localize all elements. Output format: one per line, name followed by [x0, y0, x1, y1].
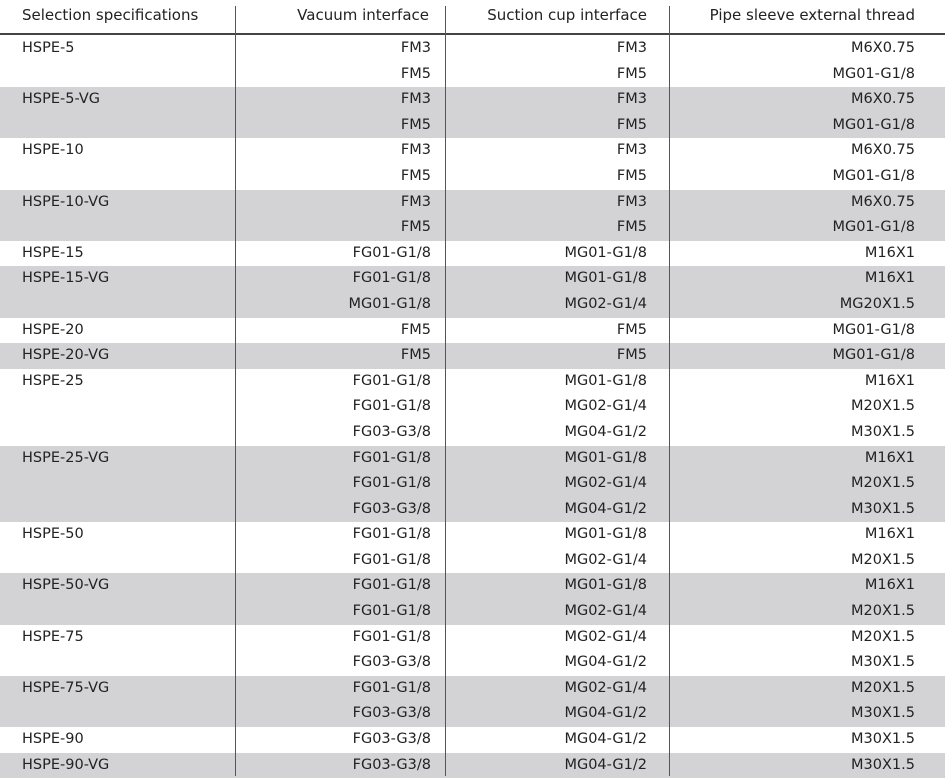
table-row [0, 522, 945, 548]
table-row [0, 87, 945, 113]
suction-cup-interface-cell: FM3 [616, 91, 647, 108]
pipe-sleeve-thread-cell: M20X1.5 [851, 603, 915, 620]
pipe-sleeve-thread-cell: M16X1 [864, 526, 915, 543]
suction-cup-interface-cell: MG02-G1/4 [564, 628, 647, 645]
model-cell: HSPE-10-VG [22, 193, 110, 210]
pipe-sleeve-thread-cell: M30X1.5 [851, 654, 915, 671]
pipe-sleeve-thread-cell: M20X1.5 [851, 551, 915, 568]
table-row [0, 190, 945, 216]
suction-cup-interface-cell: MG04-G1/2 [564, 756, 647, 773]
vacuum-interface-cell: FG03-G3/8 [352, 705, 431, 722]
suction-cup-interface-cell: FM5 [616, 167, 647, 184]
vacuum-interface-cell: FG01-G1/8 [352, 244, 431, 261]
header-vacuum-interface: Vacuum interface [297, 6, 429, 24]
vacuum-interface-cell: FG03-G3/8 [352, 654, 431, 671]
table-row [0, 471, 945, 497]
vacuum-interface-cell: FG03-G3/8 [352, 756, 431, 773]
pipe-sleeve-thread-cell: M20X1.5 [851, 679, 915, 696]
vacuum-interface-cell: FG01-G1/8 [352, 398, 431, 415]
vacuum-interface-cell: FM5 [400, 321, 431, 338]
suction-cup-interface-cell: MG01-G1/8 [564, 372, 647, 389]
model-cell: HSPE-50 [22, 526, 84, 543]
table-row [0, 318, 945, 344]
vacuum-interface-cell: FG03-G3/8 [352, 731, 431, 748]
pipe-sleeve-thread-cell: M16X1 [864, 372, 915, 389]
pipe-sleeve-thread-cell: MG01-G1/8 [832, 321, 915, 338]
vacuum-interface-cell: FM5 [400, 219, 431, 236]
suction-cup-interface-cell: FM3 [616, 193, 647, 210]
table-row [0, 138, 945, 164]
suction-cup-interface-cell: FM5 [616, 347, 647, 364]
suction-cup-interface-cell: FM5 [616, 116, 647, 133]
vacuum-interface-cell: FM5 [400, 167, 431, 184]
vacuum-interface-cell: FM3 [400, 91, 431, 108]
vacuum-interface-cell: FG03-G3/8 [352, 500, 431, 517]
table-row [0, 215, 945, 241]
pipe-sleeve-thread-cell: MG01-G1/8 [832, 347, 915, 364]
column-divider [235, 6, 236, 776]
vacuum-interface-cell: FG01-G1/8 [352, 475, 431, 492]
table-row [0, 394, 945, 420]
model-cell: HSPE-75-VG [22, 679, 110, 696]
model-cell: HSPE-25-VG [22, 449, 110, 466]
table-row [0, 62, 945, 88]
table-row [0, 241, 945, 267]
suction-cup-interface-cell: MG04-G1/2 [564, 705, 647, 722]
suction-cup-interface-cell: MG02-G1/4 [564, 295, 647, 312]
vacuum-interface-cell: MG01-G1/8 [348, 295, 431, 312]
suction-cup-interface-cell: FM5 [616, 219, 647, 236]
pipe-sleeve-thread-cell: M16X1 [864, 270, 915, 287]
header-pipe-sleeve-external-thread: Pipe sleeve external thread [709, 6, 915, 24]
suction-cup-interface-cell: FM3 [616, 142, 647, 159]
pipe-sleeve-thread-cell: M6X0.75 [851, 142, 915, 159]
table-row [0, 343, 945, 369]
table-row [0, 497, 945, 523]
table-row [0, 753, 945, 778]
table-row [0, 266, 945, 292]
model-cell: HSPE-50-VG [22, 577, 110, 594]
table-row [0, 369, 945, 395]
pipe-sleeve-thread-cell: M6X0.75 [851, 91, 915, 108]
pipe-sleeve-thread-cell: MG01-G1/8 [832, 219, 915, 236]
model-cell: HSPE-5 [22, 40, 75, 56]
vacuum-interface-cell: FG01-G1/8 [352, 526, 431, 543]
model-cell: HSPE-25 [22, 372, 84, 389]
table-row [0, 676, 945, 702]
table-row [0, 113, 945, 139]
pipe-sleeve-thread-cell: MG01-G1/8 [832, 116, 915, 133]
suction-cup-interface-cell: MG02-G1/4 [564, 603, 647, 620]
table-row [0, 727, 945, 753]
pipe-sleeve-thread-cell: M30X1.5 [851, 500, 915, 517]
model-cell: HSPE-10 [22, 142, 84, 159]
table-header [0, 0, 945, 32]
vacuum-interface-cell: FM3 [400, 40, 431, 56]
suction-cup-interface-cell: MG01-G1/8 [564, 244, 647, 261]
table-row [0, 292, 945, 318]
vacuum-interface-cell: FG03-G3/8 [352, 423, 431, 440]
header-selection-specifications: Selection specifications [22, 6, 199, 24]
pipe-sleeve-thread-cell: MG01-G1/8 [832, 167, 915, 184]
pipe-sleeve-thread-cell: M6X0.75 [851, 193, 915, 210]
table-row [0, 573, 945, 599]
table-row [0, 36, 945, 62]
vacuum-interface-cell: FG01-G1/8 [352, 270, 431, 287]
suction-cup-interface-cell: MG02-G1/4 [564, 398, 647, 415]
pipe-sleeve-thread-cell: M16X1 [864, 577, 915, 594]
table-row [0, 599, 945, 625]
model-cell: HSPE-20-VG [22, 347, 110, 364]
model-cell: HSPE-90 [22, 731, 84, 748]
suction-cup-interface-cell: MG01-G1/8 [564, 270, 647, 287]
suction-cup-interface-cell: FM5 [616, 65, 647, 82]
table-row [0, 420, 945, 446]
table-row [0, 650, 945, 676]
pipe-sleeve-thread-cell: M20X1.5 [851, 628, 915, 645]
model-cell: HSPE-90-VG [22, 756, 110, 773]
model-cell: HSPE-15 [22, 244, 84, 261]
suction-cup-interface-cell: MG01-G1/8 [564, 449, 647, 466]
pipe-sleeve-thread-cell: M20X1.5 [851, 398, 915, 415]
vacuum-interface-cell: FG01-G1/8 [352, 551, 431, 568]
pipe-sleeve-thread-cell: M6X0.75 [851, 40, 915, 56]
model-cell: HSPE-15-VG [22, 270, 110, 287]
pipe-sleeve-thread-cell: M16X1 [864, 449, 915, 466]
suction-cup-interface-cell: MG01-G1/8 [564, 577, 647, 594]
column-divider [669, 6, 670, 776]
vacuum-interface-cell: FM5 [400, 347, 431, 364]
vacuum-interface-cell: FM3 [400, 193, 431, 210]
table-row [0, 446, 945, 472]
pipe-sleeve-thread-cell: M30X1.5 [851, 731, 915, 748]
pipe-sleeve-thread-cell: M30X1.5 [851, 705, 915, 722]
table-body [0, 36, 945, 778]
pipe-sleeve-thread-cell: M20X1.5 [851, 475, 915, 492]
table-row [0, 548, 945, 574]
pipe-sleeve-thread-cell: M16X1 [864, 244, 915, 261]
pipe-sleeve-thread-cell: M30X1.5 [851, 423, 915, 440]
table-row [0, 164, 945, 190]
pipe-sleeve-thread-cell: MG01-G1/8 [832, 65, 915, 82]
suction-cup-interface-cell: MG02-G1/4 [564, 551, 647, 568]
suction-cup-interface-cell: MG02-G1/4 [564, 679, 647, 696]
vacuum-interface-cell: FM3 [400, 142, 431, 159]
suction-cup-interface-cell: FM3 [616, 40, 647, 56]
vacuum-interface-cell: FG01-G1/8 [352, 372, 431, 389]
pipe-sleeve-thread-cell: M30X1.5 [851, 756, 915, 773]
vacuum-interface-cell: FM5 [400, 116, 431, 133]
suction-cup-interface-cell: MG04-G1/2 [564, 423, 647, 440]
suction-cup-interface-cell: MG04-G1/2 [564, 731, 647, 748]
column-divider [445, 6, 446, 776]
suction-cup-interface-cell: MG04-G1/2 [564, 500, 647, 517]
vacuum-interface-cell: FG01-G1/8 [352, 679, 431, 696]
vacuum-interface-cell: FG01-G1/8 [352, 577, 431, 594]
suction-cup-interface-cell: MG02-G1/4 [564, 475, 647, 492]
vacuum-interface-cell: FM5 [400, 65, 431, 82]
header-suction-cup-interface: Suction cup interface [487, 6, 647, 24]
table-row [0, 625, 945, 651]
model-cell: HSPE-5-VG [22, 91, 101, 108]
header-divider [0, 33, 945, 35]
suction-cup-interface-cell: MG04-G1/2 [564, 654, 647, 671]
vacuum-interface-cell: FG01-G1/8 [352, 628, 431, 645]
suction-cup-interface-cell: FM5 [616, 321, 647, 338]
table-row [0, 701, 945, 727]
vacuum-interface-cell: FG01-G1/8 [352, 449, 431, 466]
pipe-sleeve-thread-cell: MG20X1.5 [839, 295, 915, 312]
suction-cup-interface-cell: MG01-G1/8 [564, 526, 647, 543]
model-cell: HSPE-20 [22, 321, 84, 338]
model-cell: HSPE-75 [22, 628, 84, 645]
vacuum-interface-cell: FG01-G1/8 [352, 603, 431, 620]
